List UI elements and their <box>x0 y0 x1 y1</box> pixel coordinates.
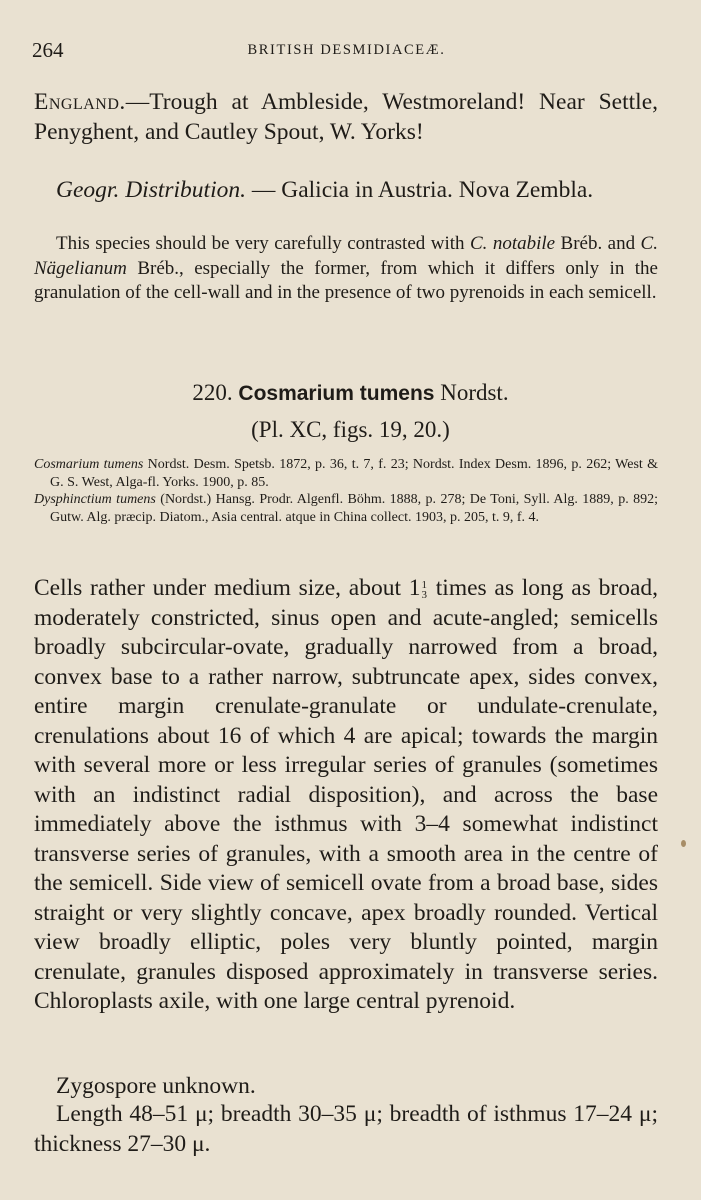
synonymy <box>34 456 658 526</box>
species-author: Nordst. <box>440 380 509 405</box>
paper-speck <box>681 840 686 847</box>
species-number: 220. <box>192 380 233 405</box>
locality-label: England. <box>34 89 126 115</box>
note-species-name: C. Nägelianum <box>34 233 658 279</box>
locality-text: —Trough at Ambleside, Westmoreland! Near Settle, Penyghent, and Cautley Spout, W. Yorks! <box>34 89 658 145</box>
distribution-paragraph <box>34 176 658 206</box>
fraction-denominator: 3 <box>421 588 428 601</box>
species-name: Cosmarium tumens <box>238 382 435 405</box>
locality-paragraph <box>34 88 658 147</box>
running-head <box>32 38 661 62</box>
note-text: This species should be very carefully contrasted with <box>56 233 470 254</box>
running-title: BRITISH DESMIDIACEÆ. <box>247 42 446 58</box>
synonym-name: Dysphinctium tumens <box>34 492 156 507</box>
fraction-numerator: 1 <box>421 578 428 591</box>
species-heading <box>0 380 701 406</box>
distribution-text: — Galicia in Austria. Nova Zembla. <box>245 177 594 203</box>
comparison-note <box>34 232 658 306</box>
species-description <box>34 574 658 1017</box>
synonym-citation: Nordst. Desm. Spetsb. 1872, p. 36, t. 7, f. 23; Nordst. Index Desm. 1896, p. 262; West & G. S. West, Alga-fl. Yorks. 1900, p. 85. <box>50 457 659 490</box>
synonym-entry <box>34 456 658 491</box>
note-species-name: C. notabile <box>469 233 556 254</box>
description-text: Cells rather under medium size, about 1 <box>34 575 421 601</box>
description-text: times as long as broad, moderately constricted, sinus open and acute-angled; semicells broadly subcircular-ovate, gradually narrowed from a broad, convex base to a rather narrow, subtruncate apex, sides convex, entire margin crenulate-granulate or undulate-crenulate, crenulations about 16 of which 4 are apical; towards the margin with several more or less irregular series of granules (sometimes with an indistinct radial disposition), and across the base immediately above the isthmus with 3–4 somewhat indistinct transverse series of granules, with a smooth area in the centre of the semicell. Side view of semicell ovate from a broad base, sides straight or very slightly concave, apex broadly rounded. Vertical view broadly elliptic, poles very bluntly pointed, margin crenulate, granules disposed approximately in transverse series. Chloroplasts axile, with one large central pyrenoid. <box>34 575 658 1014</box>
synonym-citation: (Nordst.) Hansg. Prodr. Algenfl. Böhm. 1888, p. 278; De Toni, Syll. Alg. 1889, p. 892; Gutw. Alg. præcip. Diatom., Asia central. atque in China collect. 1903, p. 205, t. 9, f. 4. <box>50 492 659 525</box>
note-text: Bréb., especially the former, from which it differs only in the granulation of the cell-wall and in the presence of two pyrenoids in each semicell. <box>34 257 658 303</box>
distribution-label: Geogr. Distribution. <box>56 177 246 203</box>
zygospore-note: Zygospore unknown. <box>56 1073 256 1099</box>
page-number: 264 <box>32 38 64 62</box>
plate-reference: (Pl. XC, figs. 19, 20.) <box>251 417 450 442</box>
synonym-name: Cosmarium tumens <box>34 457 144 472</box>
synonym-entry <box>34 491 658 526</box>
note-text: Bréb. and <box>555 233 641 254</box>
dimensions: Length 48–51 μ; breadth 30–35 μ; breadth of isthmus 17–24 μ; thickness 27–30 μ. <box>34 1101 658 1157</box>
fraction <box>422 580 428 600</box>
